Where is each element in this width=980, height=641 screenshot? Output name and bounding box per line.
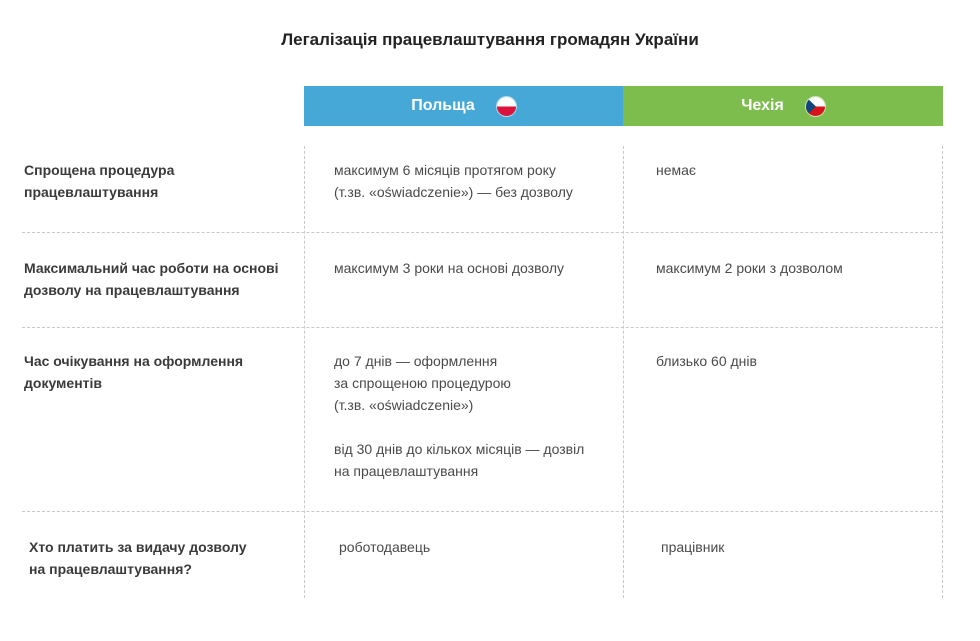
cell-czechia-simplified-procedure (656, 159, 696, 181)
column-header-poland (304, 86, 623, 126)
page-title: Легалізація працевлаштування громадян України (281, 30, 699, 49)
cell-czechia-who-pays (661, 536, 724, 558)
column-header-czechia (623, 86, 943, 126)
cell-line: немає (656, 162, 697, 178)
row-label-line: на працевлаштування? (29, 561, 192, 577)
row-label-simplified-procedure (24, 159, 294, 203)
cell-line: максимум 6 місяців протягом року (334, 162, 556, 178)
cell-line: за спрощеною процедурою (334, 375, 511, 391)
cell-line: (т.зв. «oświadczenie») (334, 397, 474, 413)
row-label-line: документів (24, 375, 102, 391)
column-divider (942, 146, 943, 598)
cell-line: (т.зв. «oświadczenie») — без дозволу (334, 184, 573, 200)
column-header-czechia-label: Чехія (741, 97, 784, 114)
cell-line: на працевлаштування (334, 463, 479, 479)
poland-flag-icon (497, 97, 516, 116)
cell-line: максимум 2 роки з дозволом (656, 260, 843, 276)
row-label-who-pays (29, 536, 299, 580)
row-divider (22, 232, 943, 233)
column-divider (304, 146, 305, 598)
paragraph-gap (334, 416, 584, 438)
row-label-line: Максимальний час роботи на основі (24, 260, 279, 276)
cell-poland-simplified-procedure (334, 159, 573, 203)
cell-line: роботодавець (339, 539, 431, 555)
cell-czechia-max-work-time (656, 257, 843, 279)
row-label-waiting-time (24, 350, 294, 394)
column-divider (623, 146, 624, 598)
cell-line: максимум 3 роки на основі дозволу (334, 260, 565, 276)
row-divider (22, 327, 943, 328)
row-label-line: Спрощена процедура (24, 162, 175, 178)
cell-poland-who-pays (339, 536, 430, 558)
cell-poland-waiting-time (334, 350, 584, 482)
cell-line: близько 60 днів (656, 353, 757, 369)
czech-flag-icon (806, 97, 825, 116)
cell-poland-max-work-time (334, 257, 564, 279)
row-label-line: Хто платить за видачу дозволу (29, 539, 247, 555)
row-label-line: дозволу на працевлаштування (24, 282, 240, 298)
row-label-line: працевлаштування (24, 184, 159, 200)
row-label-max-work-time (24, 257, 294, 301)
column-header-poland-label: Польща (411, 97, 475, 114)
row-divider (22, 511, 943, 512)
cell-line: до 7 днів — оформлення (334, 353, 498, 369)
cell-czechia-waiting-time (656, 350, 757, 372)
row-label-line: Час очікування на оформлення (24, 353, 244, 369)
cell-line: працівник (661, 539, 725, 555)
cell-line: від 30 днів до кількох місяців — дозвіл (334, 441, 585, 457)
